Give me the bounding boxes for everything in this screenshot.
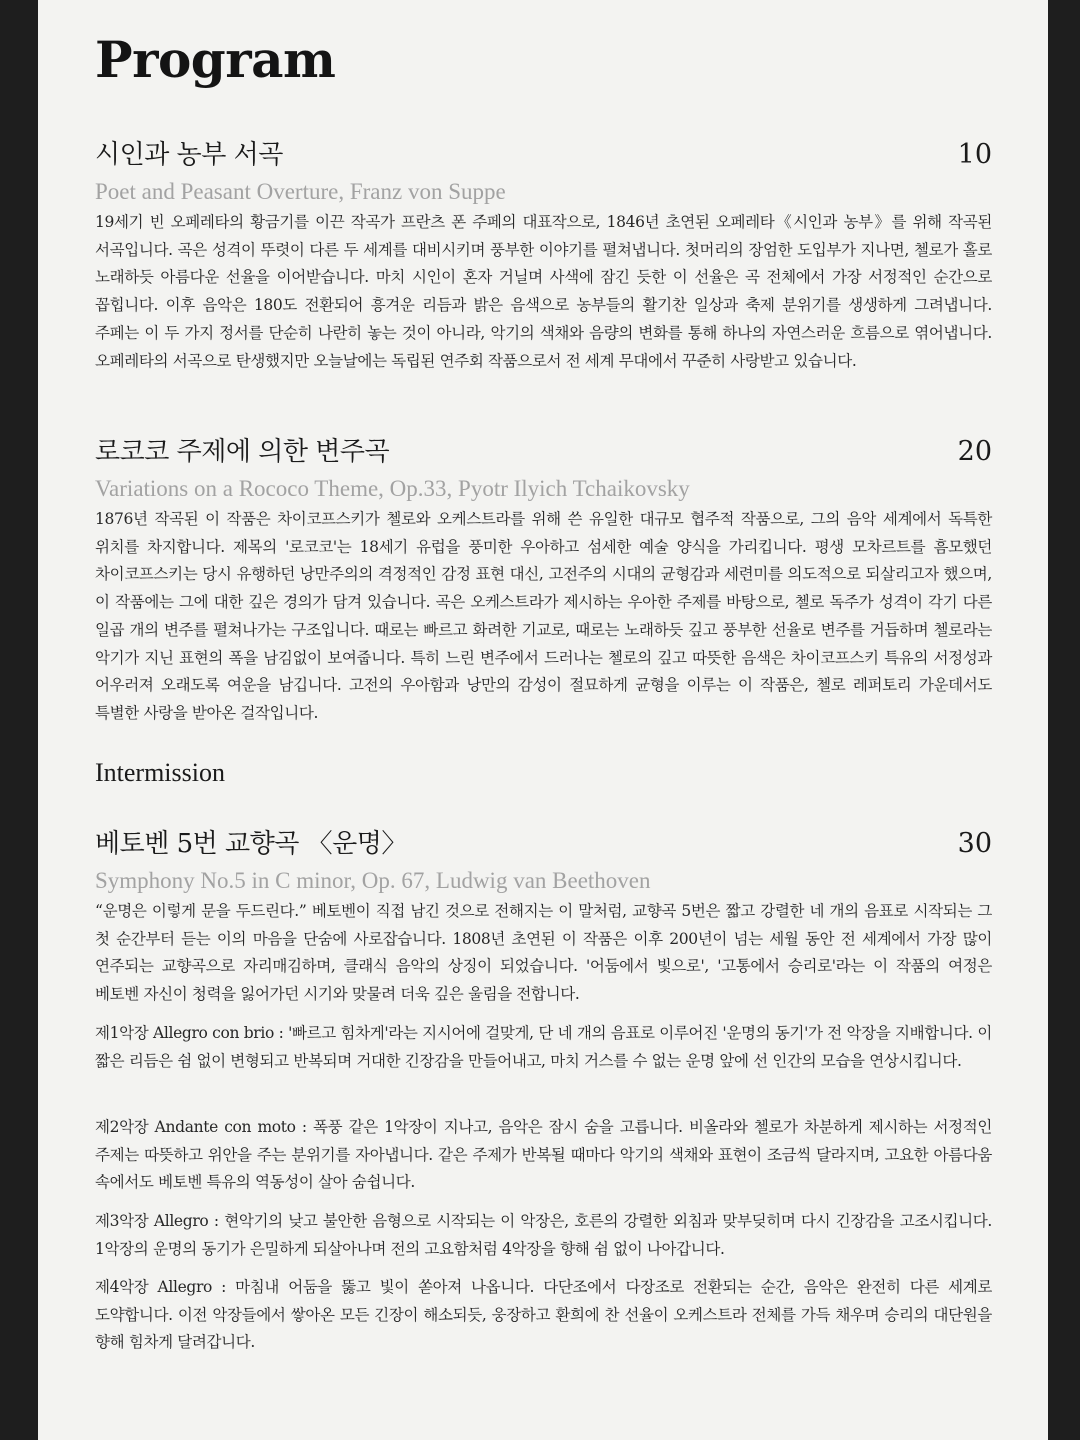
intermission-label: Intermission <box>95 758 225 787</box>
program-item-title: 베토벤 5번 교향곡 〈운명〉 <box>95 829 407 859</box>
program-item-subtitle: Poet and Peasant Overture, Franz von Suppe <box>95 179 506 204</box>
program-item-title: 로코코 주제에 의한 변주곡 <box>95 437 390 467</box>
program-item-header <box>95 134 992 171</box>
program-item-header <box>95 431 992 468</box>
program-item-description: “운명은 이렇게 문을 두드린다.” 베토벤이 직접 남긴 것으로 전해지는 이 말처럼, 교향곡 5번은 짧고 강렬한 네 개의 음표로 시작되는 그 첫 순간부터 듣는 이의 마음을 단숨에 사로잡습니다. 1808년 초연된 이 작품은 이후 200년이 넘는 세월 동안 전 세계에서 가장 많이 연주되는 교향곡으로 자리매김하며, 클래식 음악의 상징이 되었습니다. '어둠에서 빛으로', '고통에서 승리로'라는 이 작품의 여정은 베토벤 자신이 청력을 잃어가던 시기와 맞물려 더욱 깊은 울림을 전합니다. <box>95 902 992 1004</box>
program-item-subtitle: Symphony No.5 in C minor, Op. 67, Ludwig van Beethoven <box>95 868 651 893</box>
program-item-title: 시인과 농부 서곡 <box>95 140 283 170</box>
movement-description: 제2악장 Andante con moto : 폭풍 같은 1악장이 지나고, 음악은 잠시 숨을 고릅니다. 비올라와 첼로가 차분하게 제시하는 서정적인 주제는 따뜻하고 위안을 주는 분위기를 자아냅니다. 같은 주제가 반복될 때마다 악기의 색채와 표현이 조금씩 달라지며, 고요한 아름다움 속에서도 베토벤 특유의 역동성이 살아 숨쉽니다. <box>95 1118 992 1192</box>
program-item-description: 19세기 빈 오페레타의 황금기를 이끈 작곡가 프란츠 폰 주페의 대표작으로, 1846년 초연된 오페레타《시인과 농부》를 위해 작곡된 서곡입니다. 곡은 성격이 뚜렷이 다른 두 세계를 대비시키며 풍부한 이야기를 펼쳐냅니다. 첫머리의 장엄한 도입부가 지나면, 첼로가 홀로 노래하듯 아름다운 선율을 이어받습니다. 마치 시인이 혼자 거닐며 사색에 잠긴 듯한 이 선율은 곡 전체에서 가장 서정적인 순간으로 꼽힙니다. 이후 음악은 180도 전환되어 흥겨운 리듬과 밝은 음색으로 농부들의 활기찬 일상과 축제 분위기를 생생하게 그려냅니다. 주페는 이 두 가지 정서를 단순히 나란히 놓는 것이 아니라, 악기의 색채와 음량의 변화를 통해 하나의 자연스러운 흐름으로 엮어냅니다. 오페레타의 서곡으로 탄생했지만 오늘날에는 독립된 연주회 작품으로서 전 세계 무대에서 꾸준히 사랑받고 있습니다. <box>95 213 992 370</box>
program-item-duration: 20 <box>957 436 992 467</box>
program-item-subtitle: Variations on a Rococo Theme, Op.33, Pyotr Ilyich Tchaikovsky <box>95 476 690 501</box>
program-item-description: 1876년 작곡된 이 작품은 차이코프스키가 첼로와 오케스트라를 위해 쓴 유일한 대규모 협주적 작품으로, 그의 음악 세계에서 독특한 위치를 차지합니다. 제목의 '로코코'는 18세기 유럽을 풍미한 우아하고 섬세한 예술 양식을 가리킵니다. 평생 모차르트를 흠모했던 차이코프스키는 당시 유행하던 낭만주의의 격정적인 감정 표현 대신, 고전주의 시대의 균형감과 세련미를 의도적으로 되살리고자 했으며, 이 작품에는 그에 대한 깊은 경의가 담겨 있습니다. 곡은 오케스트라가 제시하는 우아한 주제를 바탕으로, 첼로 독주가 성격이 각기 다른 일곱 개의 변주를 펼쳐나가는 구조입니다. 때로는 빠르고 화려한 기교로, 때로는 노래하듯 깊고 풍부한 선율로 변주를 거듭하며 첼로라는 악기가 지닌 표현의 폭을 남김없이 보여줍니다. 특히 느린 변주에서 드러나는 첼로의 깊고 따뜻한 음색은 차이코프스키 특유의 서정성과 어우러져 오래도록 여운을 남깁니다. 고전의 우아함과 낭만의 감성이 절묘하게 균형을 이루는 이 작품은, 첼로 레퍼토리 가운데서도 특별한 사랑을 받아온 걸작입니다. <box>95 510 992 722</box>
program-item-header <box>95 823 992 860</box>
movement-description: 제3악장 Allegro : 현악기의 낮고 불안한 음형으로 시작되는 이 악장은, 호른의 강렬한 외침과 맞부딪히며 다시 긴장감을 고조시킵니다. 1악장의 운명의 동기가 은밀하게 되살아나며 전의 고요함처럼 4악장을 향해 쉼 없이 나아갑니다. <box>95 1212 992 1258</box>
movement-description: 제4악장 Allegro : 마침내 어둠을 뚫고 빛이 쏟아져 나옵니다. 다단조에서 다장조로 전환되는 순간, 음악은 완전히 다른 세계로 도약합니다. 이전 악장들에서 쌓아온 모든 긴장이 해소되듯, 웅장하고 환희에 찬 선율이 오케스트라 전체를 가득 채우며 승리의 대단원을 향해 힘차게 달려갑니다. <box>95 1278 992 1352</box>
page-title: Program <box>95 30 336 89</box>
program-page <box>38 0 1048 1440</box>
movement-description: 제1악장 Allegro con brio : '빠르고 힘차게'라는 지시어에 걸맞게, 단 네 개의 음표로 이루어진 '운명의 동기'가 전 악장을 지배합니다. 이 짧은 리듬은 쉼 없이 변형되고 반복되며 거대한 긴장감을 만들어내고, 마치 거스를 수 없는 운명 앞에 선 인간의 모습을 연상시킵니다. <box>95 1024 992 1070</box>
program-item-duration: 10 <box>957 139 992 170</box>
program-item-duration: 30 <box>957 828 992 859</box>
